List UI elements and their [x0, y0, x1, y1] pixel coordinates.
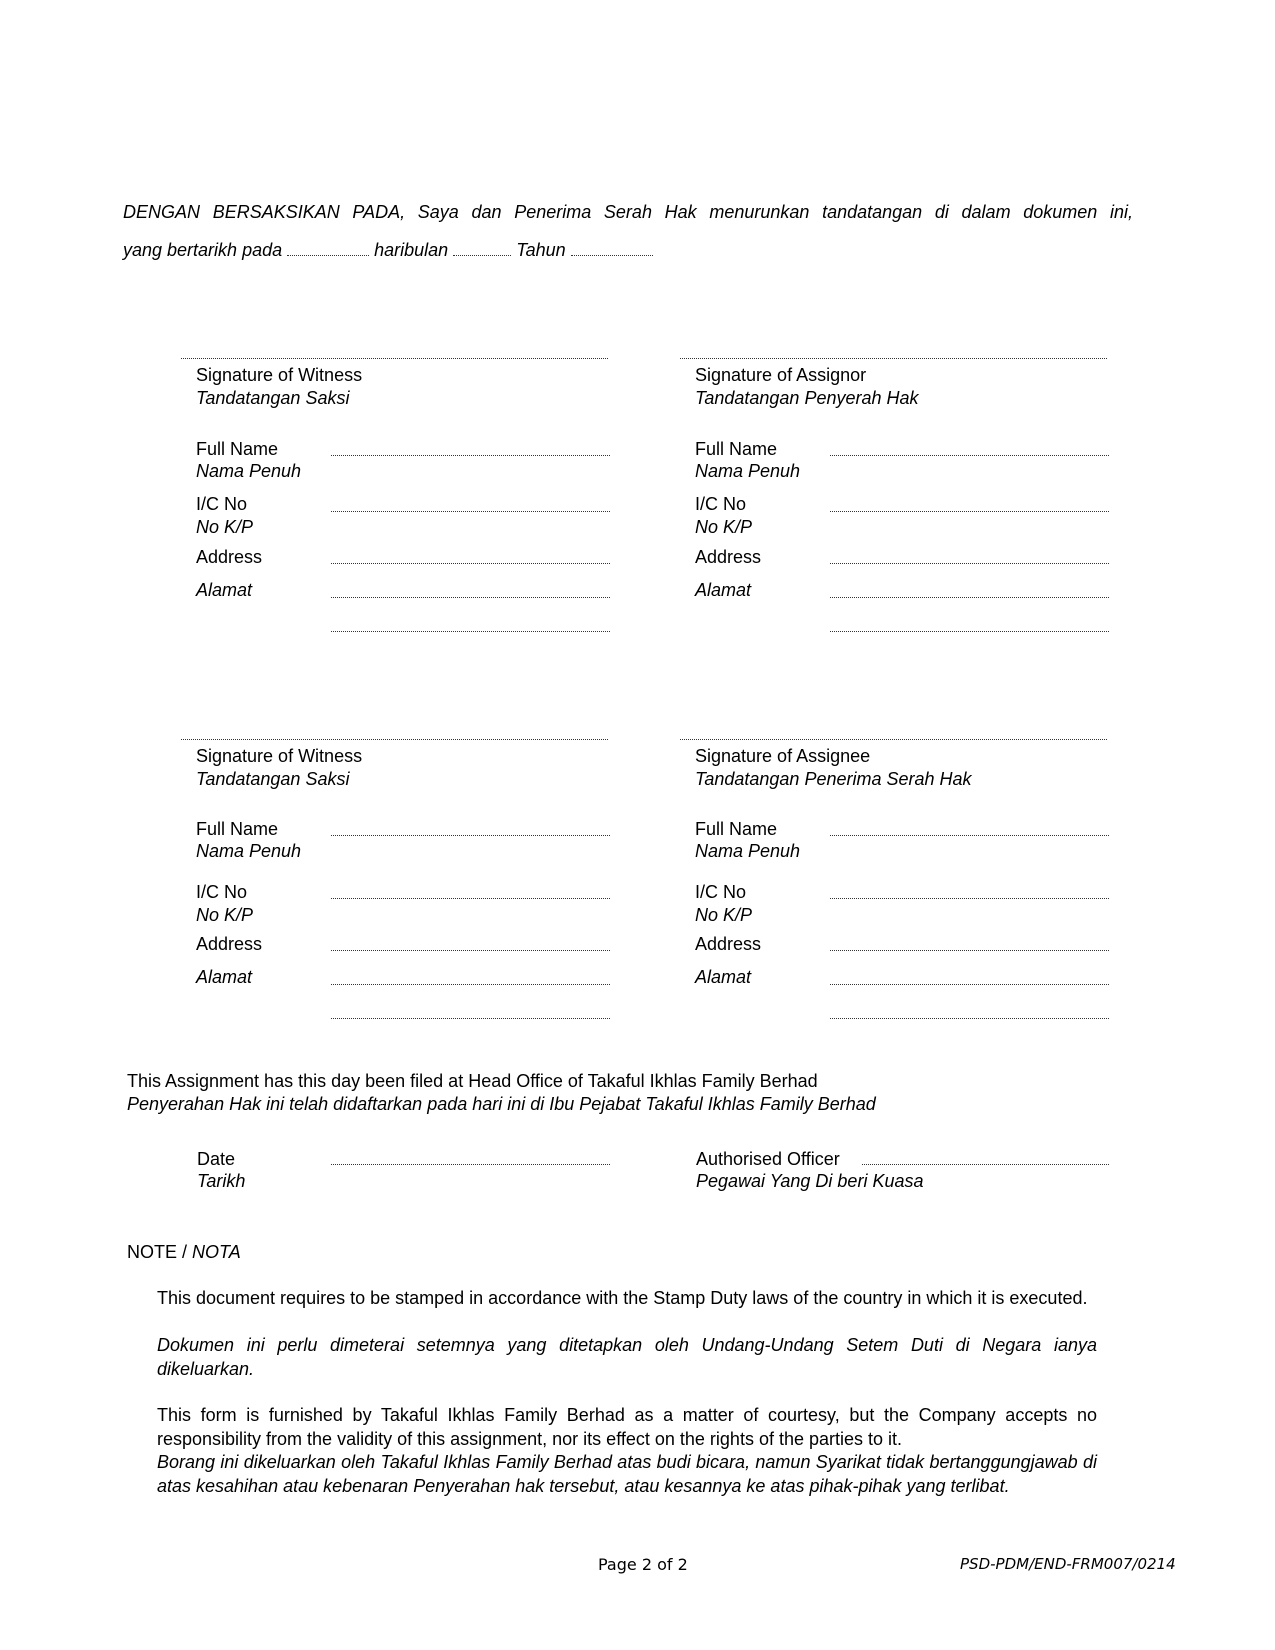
witness2-ic-label-ms: No K/P [196, 905, 254, 925]
witness2-ic-field[interactable] [331, 898, 610, 899]
assignee-address-label: Address [695, 934, 762, 954]
assignee-ic-label-ms: No K/P [695, 905, 753, 925]
assignee-address-label-ms: Alamat [695, 967, 752, 987]
assignee-fullname-field[interactable] [830, 835, 1109, 836]
witness2-signature-label-ms: Tandatangan Saksi [196, 769, 350, 789]
witness1-ic-field[interactable] [331, 511, 610, 512]
intro-line: DENGAN BERSAKSIKAN PADA, Saya dan Penerima Serah Hak menurunkan tandatangan di dalam dokumen ini, [123, 202, 1133, 222]
witness2-fullname-label: Full Name [196, 819, 279, 839]
witness1-address-field-3[interactable] [331, 631, 610, 632]
assignor-fullname-label: Full Name [695, 439, 778, 459]
note-heading-en: NOTE / [127, 1242, 188, 1262]
assignor-address-field-1[interactable] [830, 563, 1109, 564]
assignor-address-field-3[interactable] [830, 631, 1109, 632]
witness1-address-label-ms: Alamat [196, 580, 253, 600]
witness2-signature-line[interactable] [181, 739, 608, 740]
witness1-fullname-label: Full Name [196, 439, 279, 459]
assignee-fullname-label: Full Name [695, 819, 778, 839]
witness2-ic-label: I/C No [196, 882, 248, 902]
witness2-address-field-1[interactable] [331, 950, 610, 951]
assignor-signature-label-ms: Tandatangan Penyerah Hak [695, 388, 919, 408]
assignee-fullname-label-ms: Nama Penuh [695, 841, 801, 861]
assignee-signature-label-ms: Tandatangan Penerima Serah Hak [695, 769, 972, 789]
dated-on-label: yang bertarikh pada [123, 240, 283, 260]
assignor-fullname-field[interactable] [830, 455, 1109, 456]
witness2-address-label-ms: Alamat [196, 967, 253, 987]
witness1-fullname-label-ms: Nama Penuh [196, 461, 302, 481]
witness2-fullname-label-ms: Nama Penuh [196, 841, 302, 861]
witness1-address-field-1[interactable] [331, 563, 610, 564]
witness2-signature-label: Signature of Witness [196, 746, 363, 766]
assignee-address-field-1[interactable] [830, 950, 1109, 951]
assignee-ic-label: I/C No [695, 882, 747, 902]
note-paragraph-1: This document requires to be stamped in accordance with the Stamp Duty laws of the country in which it is executed. [157, 1288, 1088, 1308]
assignor-fullname-label-ms: Nama Penuh [695, 461, 801, 481]
note-heading-ms: NOTA [192, 1242, 241, 1262]
assignee-signature-line[interactable] [680, 739, 1107, 740]
date-line [123, 240, 1133, 261]
witness2-address-label: Address [196, 934, 263, 954]
assignee-address-field-3[interactable] [830, 1018, 1109, 1019]
year-label: Tahun [516, 240, 566, 260]
note-paragraph-2-ms: Borang ini dikeluarkan oleh Takaful Ikhlas Family Berhad atas budi bicara, namun Syarikat tidak bertanggungjawab di atas kesahihan atau kebenaran Penyerahan hak tersebut, atau kesannya ke atas pihak-pihak yang terlibat. [157, 1452, 1097, 1496]
month-blank[interactable] [453, 241, 511, 256]
assignee-ic-field[interactable] [830, 898, 1109, 899]
authorised-officer-label: Authorised Officer [696, 1149, 840, 1169]
note-paragraph-1-ms: Dokumen ini perlu dimeterai setemnya yang ditetapkan oleh Undang-Undang Setem Duti di Negara ianya dikeluarkan. [157, 1335, 1097, 1379]
witness1-ic-label: I/C No [196, 494, 248, 514]
authorised-officer-label-ms: Pegawai Yang Di beri Kuasa [696, 1171, 924, 1191]
assignor-address-label: Address [695, 547, 762, 567]
date-label-ms: Tarikh [197, 1171, 246, 1191]
year-blank[interactable] [571, 241, 653, 256]
note-paragraph-2: This form is furnished by Takaful Ikhlas Family Berhad as a matter of courtesy, but the Company accepts no responsibility from the validity of this assignment, nor its effect on the rights of the parties to it. [157, 1405, 1097, 1449]
day-blank[interactable] [287, 241, 369, 256]
assignor-ic-field[interactable] [830, 511, 1109, 512]
assignor-address-label-ms: Alamat [695, 580, 752, 600]
date-label: Date [197, 1149, 236, 1169]
assignor-address-field-2[interactable] [830, 597, 1109, 598]
assignee-signature-label: Signature of Assignee [695, 746, 871, 766]
note-heading [127, 1241, 241, 1263]
date-field[interactable] [331, 1164, 610, 1165]
witness2-address-field-2[interactable] [331, 984, 610, 985]
day-of-label: haribulan [374, 240, 449, 260]
witness1-signature-label-ms: Tandatangan Saksi [196, 388, 350, 408]
filing-statement-ms: Penyerahan Hak ini telah didaftarkan pada hari ini di Ibu Pejabat Takaful Ikhlas Family Berhad [127, 1094, 876, 1114]
witness1-address-field-2[interactable] [331, 597, 610, 598]
witness1-address-label: Address [196, 547, 263, 567]
assignor-ic-label: I/C No [695, 494, 747, 514]
witness1-ic-label-ms: No K/P [196, 517, 254, 537]
assignor-signature-label: Signature of Assignor [695, 365, 867, 385]
witness2-fullname-field[interactable] [331, 835, 610, 836]
authorised-officer-field[interactable] [862, 1164, 1109, 1165]
assignee-address-field-2[interactable] [830, 984, 1109, 985]
witness2-address-field-3[interactable] [331, 1018, 610, 1019]
assignor-signature-line[interactable] [680, 358, 1107, 359]
assignor-ic-label-ms: No K/P [695, 517, 753, 537]
witness1-signature-label: Signature of Witness [196, 365, 363, 385]
form-code: PSD-PDM/END-FRM007/0214 [960, 1555, 1176, 1573]
witness1-signature-line[interactable] [181, 358, 608, 359]
witness1-fullname-field[interactable] [331, 455, 610, 456]
filing-statement: This Assignment has this day been filed at Head Office of Takaful Ikhlas Family Berhad [127, 1071, 818, 1091]
page-number: Page 2 of 2 [598, 1555, 688, 1574]
